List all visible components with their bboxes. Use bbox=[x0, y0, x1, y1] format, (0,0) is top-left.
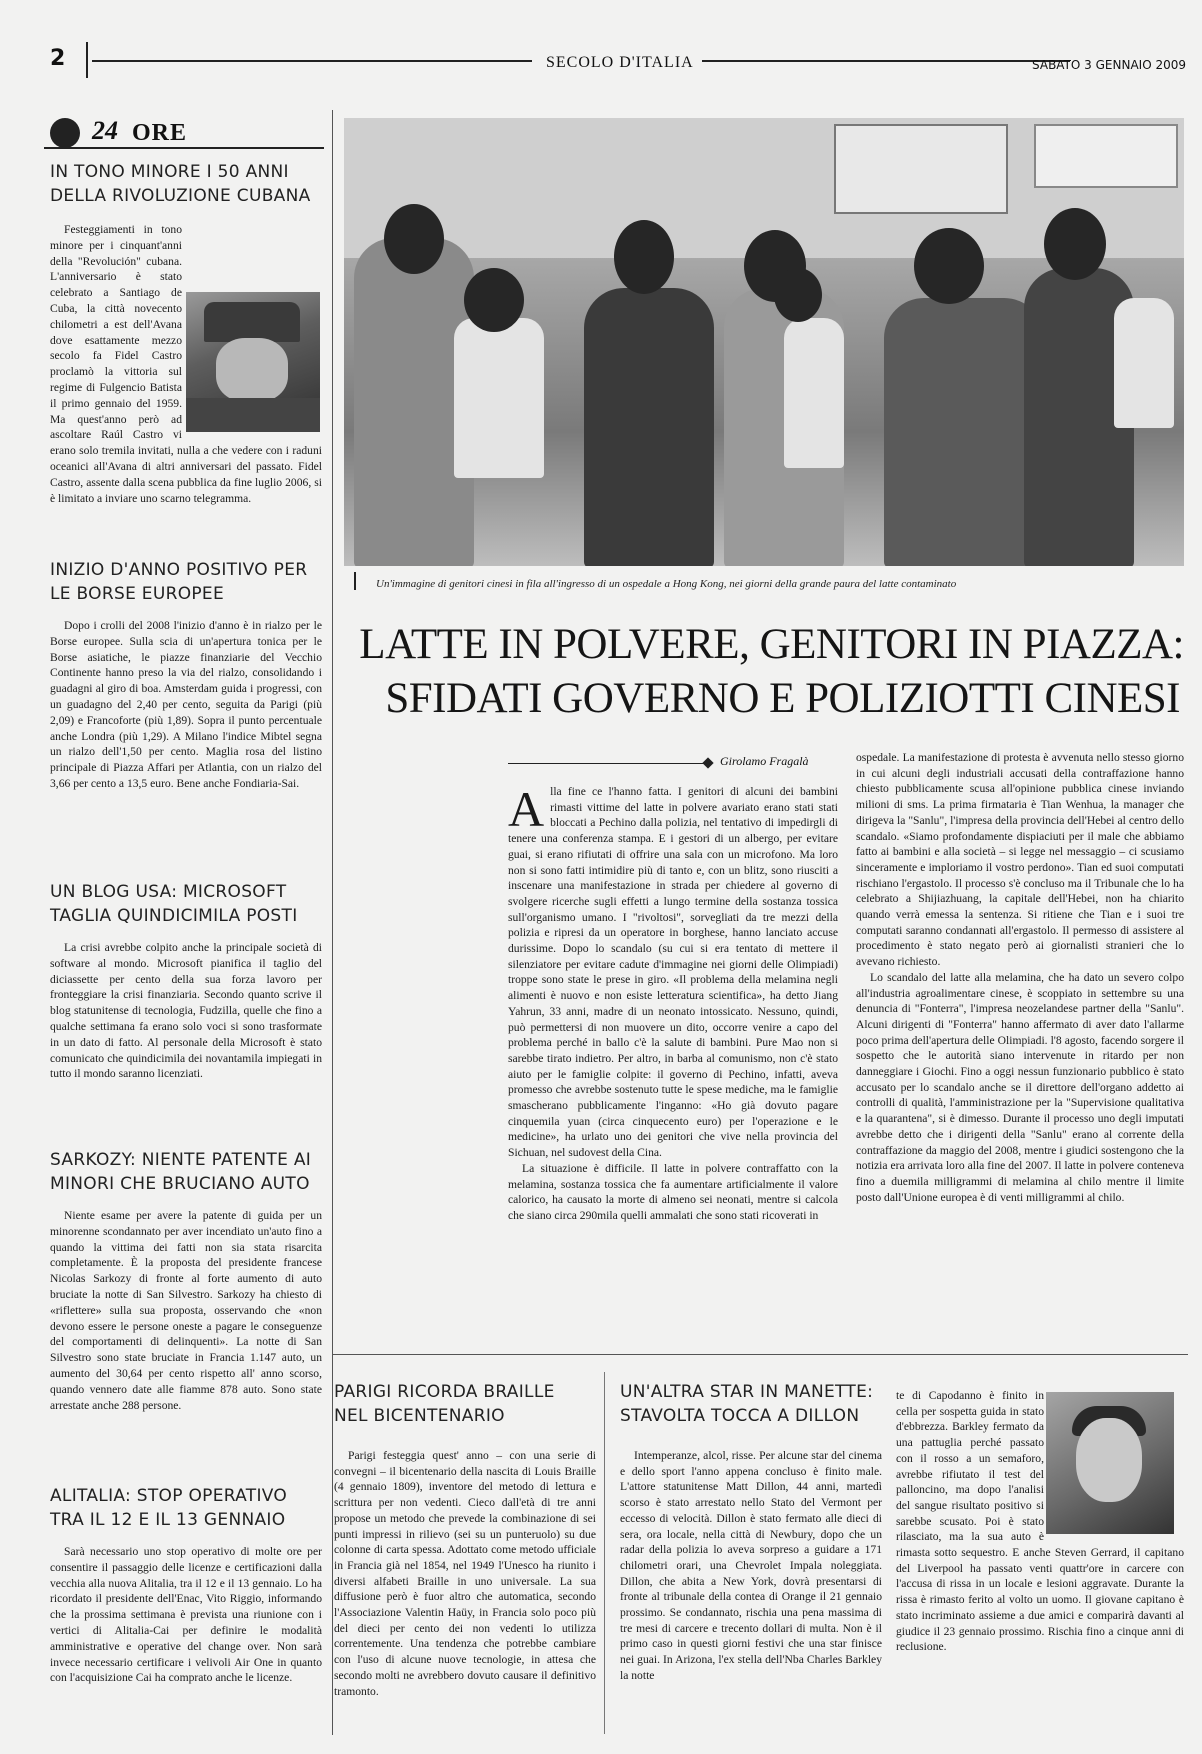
article-paragraph: lla fine ce l'hanno fatta. I genitori di alcuni dei bambini rimasti vittime del latte in polvere avariato erano stati stati bloccati a Pechino dalla polizia, nel tentativo di impedirgli di tenere una conferenza stampa. E i gestori di un albergo, per evitare guai, si erano rifiutati di offrire una sala con un microfono. Ma loro non si sono fatti intimidire più di tanto e, con un blitz, sono riusciti a inscenare una manifestazione in strada per chiedere al governo di svolgere ricerche sugli effetti a lungo termine della sostanza tossica sull'organismo umano. I "rivoltosi", sorvegliati da tre mezzi della polizia e ripresi da un operatore in borghese, hanno lanciato accuse durissime. Dopo lo scandalo (su cui si era tentato di mettere il silenziatore per evitare cadute d'immagine nei giorni delle Olimpiadi) troppe sono state le prese in giro. «Il problema della melamina negli alimenti è nuovo e non esiste letteratura scientifica», ha detto Jiang Yahrun, 33 anni, madre di un neonato intossicato. Nessuno, quindi, può permettersi di non muovere un dito, occorre venire a capo del problema perché in ballo c'è la salute di bambini. Pure Mao non si sarebbe tirato indietro. Per altro, in barba al comunismo, non c'è stato aiuto per le famiglie colpite: il governo di Pechino, infatti, aveva promesso che avrebbe sostenuto tutte le spese mediche, ma le famiglie smascherano pubblicamente l'inganno: «Ho già dovuto pagare cinquemila yuan (circa cinquecento euro) per l'operazione e le medicine», ha urlato uno dei genitori che vive nella provincia del Sichuan, nel sudovest della Cina. bbox=[508, 785, 838, 1160]
issue-date: SABATO 3 GENNAIO 2009 bbox=[1032, 58, 1186, 72]
header-rule-right bbox=[702, 60, 1070, 62]
brief-body-cuba bbox=[50, 222, 322, 542]
header-rule-left bbox=[92, 60, 532, 62]
brief-body-braille bbox=[334, 1448, 596, 1738]
section-logo bbox=[50, 116, 210, 148]
brief-title-alitalia: ALITALIA: STOP OPERATIVO TRA IL 12 E IL 13 GENNAIO bbox=[50, 1486, 288, 1530]
byline-rule bbox=[508, 763, 706, 764]
brief-text: te di Capodanno è finito in cella per sospetta guida in stato d'ebbrezza. Barkley fermato da una pattuglia perché passato con il rosso a un semaforo, avrebbe rifiutato il test del palloncino, ma dopo l'analisi del sangue risultato positivo si sarebbe scusato. Poi è stato rilasciato, ma la sua auto è rimasta sotto sequestro. E anche Steven Gerrard, il capitano del Liverpool ha passato venti quattr'ore in carcere con l'accusa di rissa in un locale e lesioni aggravate. Durante la rissa è rimasto ferito al volto un uomo. Il giovane capitano è stato incriminato assieme a due amici e comparirà davanti al giudice il 23 gennaio prossimo. Rischia fino a cinque anni di reclusione. bbox=[896, 1389, 1184, 1654]
brief-text: Dopo i crolli del 2008 l'inizio d'anno è in rialzo per le Borse europee. Sulla scia di un'apertura tonica per le Borse asiatiche, le piazze finanziarie del Vecchio Continente hanno preso la via del rialzo, consolidando i guadagni al giro di boa. Amsterdam guida i progressi, con un guadagno del 2,40 per cento, seguita da Parigi (più 2,09) e Francoforte (più 1,89). Sopra il punto percentuale anche Londra (più 1,29). A Milano l'indice Mibtel segna un rialzo dell'1,50 per cento. Maglia rosa del listino principale di Piazza Affari per Atlantia, con un rialzo del 3,66 per cento a 13,5 euro. Bene anche Fondiaria-Sai. bbox=[50, 619, 322, 790]
photo-wrap-spacer bbox=[1044, 1388, 1184, 1540]
byline-diamond-icon bbox=[702, 757, 713, 768]
main-photo bbox=[344, 118, 1184, 566]
globe-icon bbox=[50, 118, 80, 148]
bottom-section-rule bbox=[332, 1354, 1188, 1355]
brief-text: Festeggiamenti in tono minore per i cinquant'anni della "Revolución" cubana. L'anniversario è stato celebrato a Santiago de Cuba, la città novecento chilometri a est dell'Avana dove esattamente mezzo secolo fa Fidel Castro proclamò la vittoria sul regime di Fulgencio Batista il primo gennaio del 1959. Ma quest'anno però ad ascoltare Raúl Castro vi erano solo tremila invitati, nulla a che vedere con i raduni oceanici all'Avana di altri anniversari del passato. Fidel Castro, assente dalla scena pubblica da fine luglio 2006, si è limitato a inviare uno scarno telegramma. bbox=[50, 223, 322, 505]
article-column-2 bbox=[856, 750, 1184, 1328]
brief-body-dillon bbox=[620, 1448, 882, 1738]
byline: Girolamo Fragalà bbox=[720, 754, 809, 768]
article-paragraph: Lo scandalo del latte alla melamina, che ha dato un severo colpo all'industria agroalimentare cinese, è scoppiato in settembre su una denuncia di "Fonterra", l'impresa neozelandese partner della "Sanlu". Alcuni dirigenti di "Fonterra" hanno affermato di aver dato l'allarme poco prima dell'apertura delle Olimpiadi. l'8 agosto, facendo sorgere il sospetto che le autorità siano intervenute in ritardo per non danneggiare i Giochi. Fino a oggi nessun funzionario pubblico è stato accusato per lo scandalo anche se il direttore dell'organo addetto ai controlli di qualità, l'amministrazione per la "Supervisione qualitativa e la quarantena", si è dimesso. Durante il processo uno degli imputati avrebbe detto che i dirigenti della "Sanlu" erano al corrente della contraffazione da maggio del 2008, mentre i giudici sostengono che la notizia era arrivata loro alla fine del 2007. Il latte in polvere conteneva fino a duemila milligrammi di melamina al chilo mentre il limite posto dall'Unione europea è di venti milligrammi al chilo. bbox=[856, 970, 1184, 1204]
photo-wrap-spacer bbox=[182, 222, 322, 434]
headline bbox=[350, 618, 1184, 726]
brief-body-microsoft bbox=[50, 940, 322, 1130]
logo-rule bbox=[44, 147, 324, 149]
brief-text: Intemperanze, alcol, risse. Per alcune star del cinema e dello sport l'anno appena concluso è finito male. L'attore statunitense Matt Dillon, 44 anni, martedì scorso è stato arrestato nello Stato del Vermont per eccesso di velocità. Dillon è stato fermato alle dieci di sera, ora locale, nella città di Newbury, dopo che un radar della polizia lo aveva sorpreso a guidare a 171 chilometri orari, una Chevrolet Impala noleggiata. Dillon, che abita a New York, dovrà presentarsi di fronte al tribunale della contea di Orange il 21 gennaio prossimo. Se condannato, rischia una pena massima di tre mesi di carcere e trecento dollari di multa. Non è il primo caso in questi giorni festivi che una star finisce nei guai. In Arizona, l'ex stella dell'Nba Charles Barkley la notte bbox=[620, 1449, 882, 1682]
photo-caption: Un'immagine di genitori cinesi in fila all'ingresso di un ospedale a Hong Kong, nei giorni della grande paura del latte contaminato bbox=[376, 578, 957, 590]
dropcap: A bbox=[508, 784, 545, 837]
article-paragraph: La situazione è difficile. Il latte in polvere contraffatto con la melamina, sostanza tossica che fa aumentare artificialmente il valore calorico, ha causato la morte di almeno sei neonati, mentre si calcola che siano circa 290mila quelli ammalati che sono stati ricoverati in bbox=[508, 1161, 838, 1222]
headline-line-2: SFIDATI GOVERNO E POLIZIOTTI CINESI bbox=[385, 675, 1180, 722]
brief-body-sarkozy bbox=[50, 1208, 322, 1484]
brief-text: Niente esame per avere la patente di guida per un minorenne scondannato per aver incendiato un'auto fino a quando la vittima dei fatti non sia stata risarcita completamente. È la proposta del presidente francese Nicolas Sarkozy di fronte al forte aumento di auto bruciate la notte di San Silvestro. Sarkozy ha chiesto di «riflettere» sulla sua proposta, osservando che «non devono essere le persone oneste a pagare le conseguenze del comportamenti di delinquenti». La notte di San Silvestro sono state bruciate in Francia 1.147 auto, un aumento del 30,64 per cento rispetto all' anno scorso, quando vennero date alle fiamme 878 auto. Sono state arrestate anche 288 persone. bbox=[50, 1209, 322, 1412]
page-header bbox=[46, 42, 1186, 82]
masthead: SECOLO D'ITALIA bbox=[546, 54, 694, 71]
article-paragraph: ospedale. La manifestazione di protesta è avvenuta nello stesso giorno in cui alcuni degli industriali accusati della contraffazione hanno chiesto pubblicamente scusa all'opinione pubblica cinese inviando milioni di sms. La prima firmataria è Tian Wenhua, la manager che dirigeva la "Sanlu", l'impresa della provincia dell'Hebei al centro dello scandalo. «Siamo profondamente dispiaciuti per il male che abbiamo fatto ai bambini e alla società – si legge nel messaggio – ci scusiamo sinceramente e imploriamo il vostro perdono». Tian ed suoi computati rischiano l'ergastolo. Il processo s'è concluso ma il Tribunale che lo ha celebrato a Shijiazhuang, la capitale dell'Hebei, non ha chiarito quando verrà emessa la sentenza. Si ritiene che Tian e i suoi tre computati saranno condannati all'ergastolo. Il permesso di assistere al procedimento è stato negato però ai giornalisti stranieri che lo avevano richiesto. bbox=[856, 751, 1184, 969]
article-column-1 bbox=[508, 784, 838, 1328]
logo-word: ORE bbox=[132, 120, 188, 146]
headline-line-1: LATTE IN POLVERE, GENITORI IN PIAZZA: bbox=[359, 621, 1184, 668]
brief-title-dillon: UN'ALTRA STAR IN MANETTE: STAVOLTA TOCCA A DILLON bbox=[620, 1382, 874, 1426]
caption-marker bbox=[354, 572, 356, 590]
brief-title-sarkozy: SARKOZY: NIENTE PATENTE AI MINORI CHE BRUCIANO AUTO bbox=[50, 1150, 312, 1194]
bottom-column-divider bbox=[604, 1372, 605, 1734]
brief-body-dillon-cont bbox=[896, 1388, 1184, 1738]
logo-number: 24 bbox=[92, 116, 118, 145]
brief-title-microsoft: UN BLOG USA: MICROSOFT TAGLIA QUINDICIMILA POSTI bbox=[50, 882, 298, 926]
brief-text: Sarà necessario uno stop operativo di molte ore per consentire il passaggio delle licenze e certificazioni dalla vecchia alla nuova Alitalia, tra il 12 e il 13 gennaio. Lo ha ricordato il presidente dell'Enac, Vito Riggio, informando che la prossima settimana è prevista una riunione con i vertici di Alitalia-Cai per definire le modalità amministrative e operative del change over. Non sarà invece necessario certificare i velivoli Air One in quanto con l'acquisizione Cai ha comprato anche le licenze. bbox=[50, 1545, 322, 1685]
brief-title-cuba: IN TONO MINORE I 50 ANNI DELLA RIVOLUZIONE CUBANA bbox=[50, 162, 311, 206]
brief-title-braille: PARIGI RICORDA BRAILLE NEL BICENTENARIO bbox=[334, 1382, 555, 1426]
brief-text: Parigi festeggia quest' anno – con una serie di convegni – il bicentenario della nascita di Louis Braille (4 gennaio 1809), inventore del metodo di lettura e scrittura per non vedenti. Cieco dall'età di tre anni propose un metodo che prevede la combinazione di sei punti impressi in rilievo (sei su un punteruolo) su due colonne di carta spessa. Adottato come metodo ufficiale in Francia già nel 1854, nel 1949 l'Unesco ha riunito i diversi alfabeti Braille in uno universale. La sua diffusione però è fuor altro che automatica, secondo l'Associazione Valentin Haüy, in Francia solo poco più del dieci per cento dei non vedenti lo utilizza correntemente. Una tendenza che potrebbe cambiare con l'uso di alcune nuove tecnologie, in attesa che secondo molti ne avrebbero dovuto causare il definitivo tramonto. bbox=[334, 1449, 596, 1698]
brief-body-alitalia bbox=[50, 1544, 322, 1740]
column-divider bbox=[332, 110, 333, 1735]
brief-body-borse bbox=[50, 618, 322, 866]
brief-text: La crisi avrebbe colpito anche la principale società di software al mondo. Microsoft pianifica il taglio del diciassette per cento della sua forza lavoro per fronteggiare la crisi finanziaria. Secondo quanto scrive il blog statunitense di tecnologia, Fudzilla, quelle che fino a qualche settimana fa erano solo voci si sono trasformate in un dato di fatto. Al personale della Microsoft è stato comunicato che quindicimila dei novantamila impiegati in tutto il mondo saranno licenziati. bbox=[50, 941, 322, 1081]
brief-title-borse: INIZIO D'ANNO POSITIVO PER LE BORSE EUROPEE bbox=[50, 560, 308, 604]
page-number: 2 bbox=[50, 46, 66, 71]
